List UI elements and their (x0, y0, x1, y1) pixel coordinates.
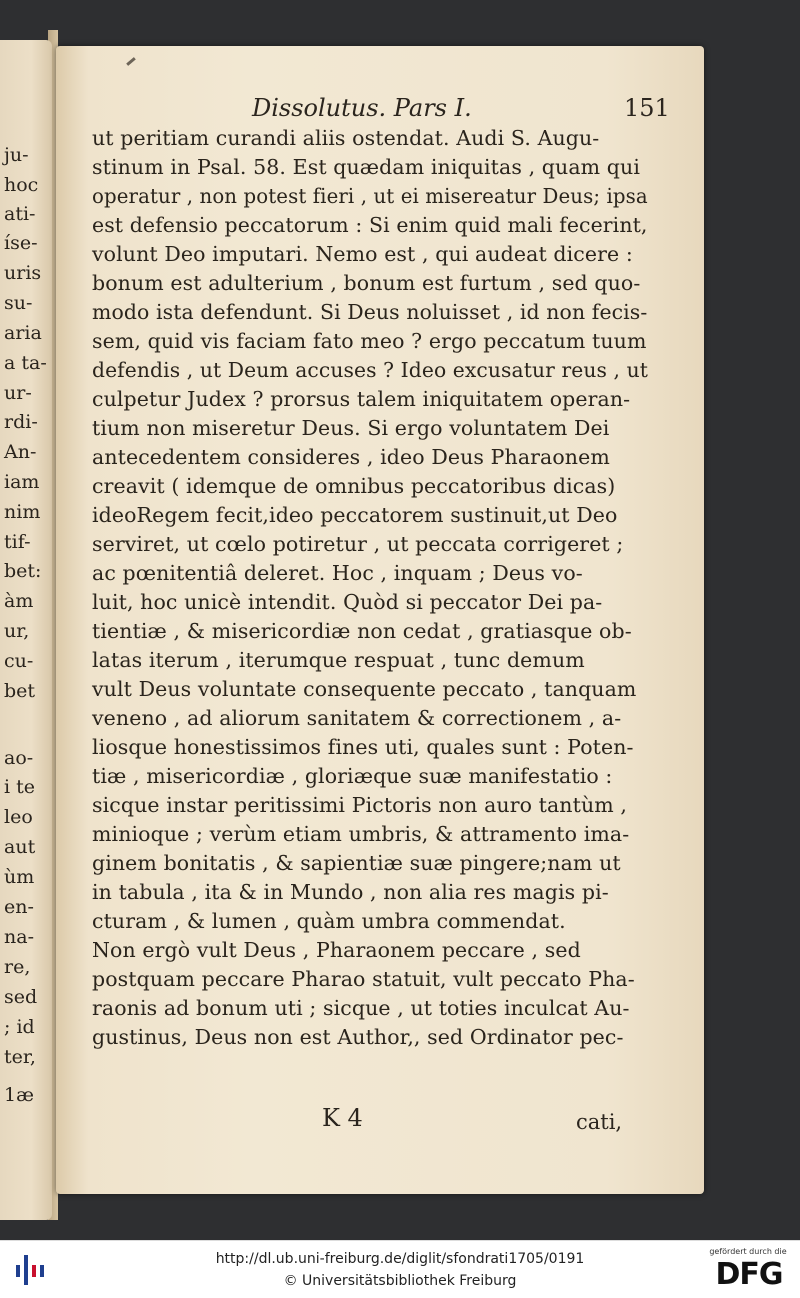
left-page-line: bet: (4, 560, 42, 582)
running-title: Dissolutus. Pars I. (252, 94, 472, 122)
text-line: vult Deus voluntate consequente peccato , tanquam (92, 677, 637, 701)
left-page-line: re, (4, 956, 31, 978)
text-line: operatur , non potest fieri , ut ei misereatur Deus; ipsa (92, 184, 648, 208)
dfg-logo: DFG (715, 1257, 783, 1292)
text-line: serviret, ut cœlo potiretur , ut peccata corrigeret ; (92, 532, 624, 556)
left-page-line: ur, (4, 620, 30, 642)
text-line: liosque honestissimos fines uti, quales sunt : Poten- (92, 735, 634, 759)
left-page-line: en- (4, 896, 34, 918)
left-page-line: ; id (4, 1016, 35, 1038)
text-line: modo ista defendunt. Si Deus noluisset , id non fecis- (92, 300, 648, 324)
signature-mark: K 4 (322, 1104, 363, 1132)
left-page-line: na- (4, 926, 34, 948)
previous-page-fragment (0, 40, 52, 1220)
left-page-line: uris (4, 262, 42, 284)
left-page-line: ur- (4, 382, 32, 404)
left-page-line: íse- (4, 232, 38, 254)
text-line: tientiæ , & misericordiæ non cedat , gratiasque ob- (92, 619, 632, 643)
left-page-line: ùm (4, 866, 35, 888)
text-line: ac pœnitentiâ deleret. Hoc , inquam ; Deus vo- (92, 561, 583, 585)
text-line: est defensio peccatorum : Si enim quid mali fecerint, (92, 213, 648, 237)
text-line: cturam , & lumen , quàm umbra commendat. (92, 909, 566, 933)
left-page-line: An- (4, 441, 37, 463)
text-line: tiæ , misericordiæ , gloriæque suæ manifestatio : (92, 764, 613, 788)
text-line: stinum in Psal. 58. Est quædam iniquitas , quam qui (92, 155, 640, 179)
text-line: latas iterum , iterumque respuat , tunc demum (92, 648, 585, 672)
text-line: minioque ; verùm etiam umbris, & attramento ima- (92, 822, 630, 846)
text-line: bonum est adulterium , bonum est furtum , sed quo- (92, 271, 641, 295)
left-page-line: a ta- (4, 352, 47, 374)
pencil-mark (126, 57, 136, 66)
left-page-line: ju- (4, 144, 29, 166)
page-number: 151 (624, 94, 670, 122)
left-page-line: sed (4, 986, 38, 1008)
left-page-line: rdi- (4, 411, 38, 433)
text-line: Non ergò vult Deus , Pharaonem peccare , sed (92, 938, 581, 962)
left-page-line: àm (4, 590, 34, 612)
text-line: ginem bonitatis , & sapientiæ suæ pingere;nam ut (92, 851, 621, 875)
left-page-line: aria (4, 322, 42, 344)
left-page-line: leo (4, 806, 33, 828)
text-line: tium non miseretur Deus. Si ergo voluntatem Dei (92, 416, 610, 440)
text-line: volunt Deo imputari. Nemo est , qui audeat dicere : (92, 242, 633, 266)
left-page-line: ter, (4, 1046, 36, 1068)
text-line: sem, quid vis faciam fato meo ? ergo peccatum tuum (92, 329, 647, 353)
text-line: raonis ad bonum uti ; sicque , ut toties inculcat Au- (92, 996, 630, 1020)
text-line: veneno , ad aliorum sanitatem & correctionem , a- (92, 706, 622, 730)
text-line: defendis , ut Deum accuses ? Ideo excusatur reus , ut (92, 358, 649, 382)
book-page (56, 46, 704, 1194)
copyright-notice: © Universitätsbibliothek Freiburg (283, 1273, 517, 1289)
left-page-line: cu- (4, 650, 34, 672)
viewer-footer (0, 1240, 800, 1298)
left-page-line: ati- (4, 203, 36, 225)
text-line: in tabula , ita & in Mundo , non alia res magis pi- (92, 880, 609, 904)
left-page-line: hoc (4, 174, 39, 196)
left-page-line: tif- (4, 531, 31, 553)
left-page-line: i te (4, 776, 35, 798)
left-page-line: ao- (4, 747, 34, 769)
text-line: ut peritiam curandi aliis ostendat. Audi S. Augu- (92, 126, 600, 150)
page-header (56, 94, 704, 128)
left-page-line: iam (4, 471, 40, 493)
left-page-line: bet (4, 680, 36, 702)
text-line: gustinus, Deus non est Author,, sed Ordinator pec- (92, 1025, 624, 1049)
text-line: sicque instar peritissimi Pictoris non auro tantùm , (92, 793, 628, 817)
text-line: ideoRegem fecit,ideo peccatorem sustinuit,ut Deo (92, 503, 618, 527)
left-page-line: aut (4, 836, 36, 858)
dfg-caption: gefördert durch die (709, 1247, 787, 1256)
source-url-link[interactable]: http://dl.ub.uni-freiburg.de/diglit/sfondrati1705/0191 (215, 1251, 585, 1267)
text-line: culpetur Judex ? prorsus talem iniquitatem operan- (92, 387, 631, 411)
left-page-line: su- (4, 292, 33, 314)
text-line: antecedentem consideres , ideo Deus Pharaonem (92, 445, 610, 469)
body-text (92, 124, 648, 1052)
text-line: luit, hoc unicè intendit. Quòd si peccator Dei pa- (92, 590, 603, 614)
left-page-line: nim (4, 501, 41, 523)
left-page-line: 1æ (4, 1084, 34, 1106)
catchword: cati, (576, 1110, 623, 1134)
text-line: creavit ( idemque de omnibus peccatoribus dicas) (92, 474, 616, 498)
text-line: postquam peccare Pharao statuit, vult peccato Pha- (92, 967, 635, 991)
